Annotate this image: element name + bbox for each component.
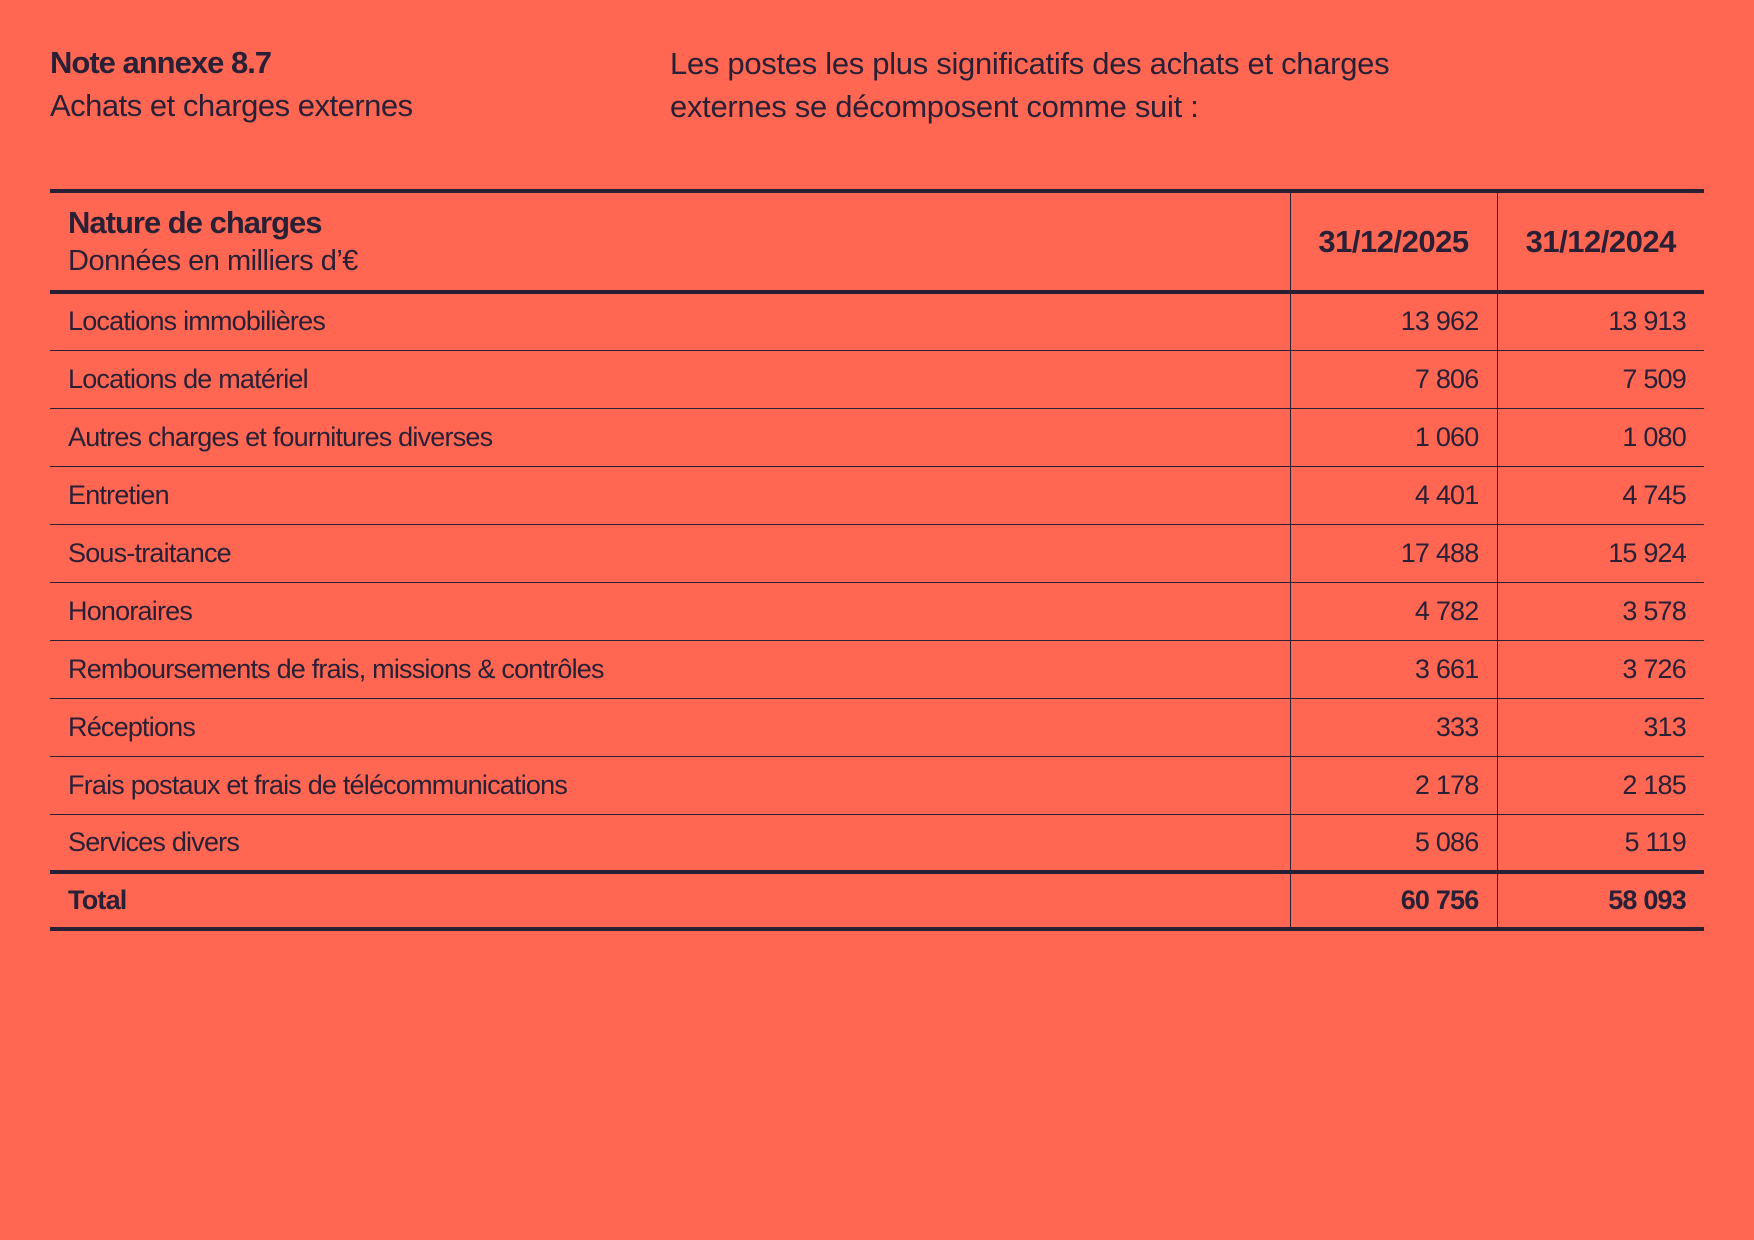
intro-line-1: Les postes les plus significatifs des achats et charges [670, 46, 1390, 81]
note-subtitle: Achats et charges externes [50, 88, 413, 123]
table-row [50, 640, 1704, 698]
column-header-nature [50, 191, 1290, 292]
note-title: Note annexe 8.7 [50, 45, 272, 80]
column-header-2025: 31/12/2025 [1290, 191, 1497, 292]
row-value-2025: 5 086 [1290, 814, 1497, 872]
table-row [50, 292, 1704, 350]
row-label: Honoraires [68, 595, 193, 626]
intro-line-2: externes se décomposent comme suit : [670, 89, 1199, 124]
row-value-2024: 3 726 [1497, 640, 1704, 698]
table-body [50, 292, 1704, 872]
row-label: Entretien [68, 479, 169, 510]
table-row [50, 582, 1704, 640]
row-label: Autres charges et fournitures diverses [68, 421, 493, 452]
intro-text [670, 42, 1490, 128]
row-value-2025: 2 178 [1290, 756, 1497, 814]
column-header-nature-title: Nature de charges [68, 204, 322, 240]
row-value-2024: 7 509 [1497, 350, 1704, 408]
table-row [50, 408, 1704, 466]
row-value-2025: 7 806 [1290, 350, 1497, 408]
charges-table [50, 189, 1704, 931]
row-value-2024: 5 119 [1497, 814, 1704, 872]
table-row [50, 814, 1704, 872]
table-row [50, 756, 1704, 814]
table-row [50, 466, 1704, 524]
row-label: Sous-traitance [68, 537, 231, 568]
row-label: Réceptions [68, 711, 196, 742]
row-label: Locations de matériel [68, 363, 308, 394]
table-row [50, 350, 1704, 408]
row-value-2024: 2 185 [1497, 756, 1704, 814]
table-header-row [50, 191, 1704, 292]
column-header-nature-unit: Données en milliers d’€ [68, 244, 358, 277]
row-value-2025: 1 060 [1290, 408, 1497, 466]
column-header-2024: 31/12/2024 [1497, 191, 1704, 292]
row-value-2024: 3 578 [1497, 582, 1704, 640]
row-value-2025: 3 661 [1290, 640, 1497, 698]
row-value-2024: 313 [1497, 698, 1704, 756]
row-label: Remboursements de frais, missions & contrôles [68, 653, 604, 684]
row-value-2025: 4 401 [1290, 466, 1497, 524]
row-value-2024: 13 913 [1497, 292, 1704, 350]
total-row [50, 872, 1704, 929]
total-2025: 60 756 [1290, 872, 1497, 929]
row-value-2024: 1 080 [1497, 408, 1704, 466]
row-label: Services divers [68, 826, 240, 857]
row-value-2025: 4 782 [1290, 582, 1497, 640]
row-value-2025: 13 962 [1290, 292, 1497, 350]
row-value-2025: 17 488 [1290, 524, 1497, 582]
table-row [50, 698, 1704, 756]
row-value-2024: 15 924 [1497, 524, 1704, 582]
row-label: Frais postaux et frais de télécommunications [68, 769, 568, 800]
total-label: Total [68, 885, 127, 915]
row-label: Locations immobilières [68, 306, 326, 337]
total-2024: 58 093 [1497, 872, 1704, 929]
note-heading [50, 42, 610, 128]
row-value-2024: 4 745 [1497, 466, 1704, 524]
row-value-2025: 333 [1290, 698, 1497, 756]
table-row [50, 524, 1704, 582]
